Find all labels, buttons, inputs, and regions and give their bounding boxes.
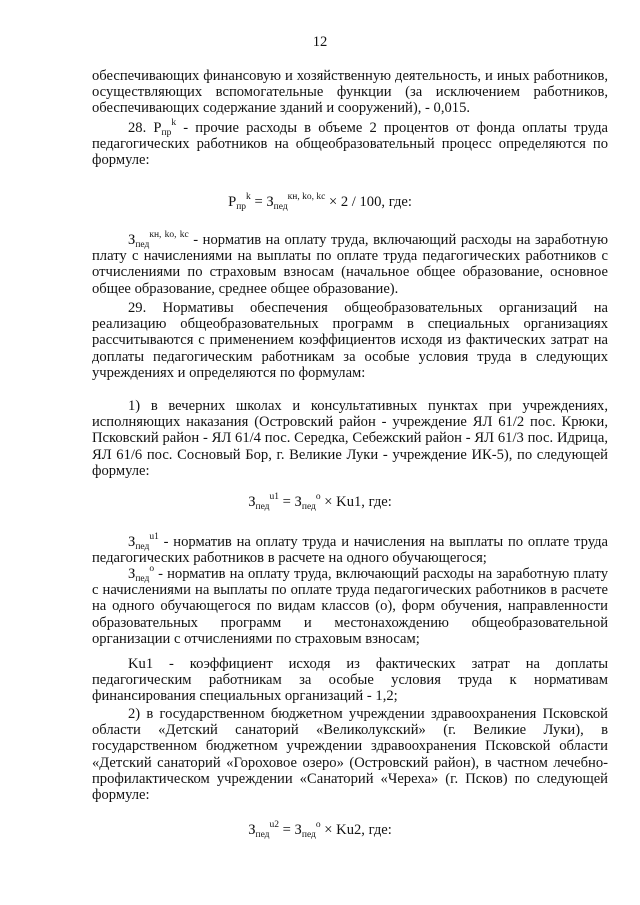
formula-superscript: k [171, 118, 177, 128]
definition-body: - норматив на оплату труда, включающий расходы на заработную плату с начислениями на выплаты по оплате труда педагогических работников с отчислениями по страховым взносам (начальное общее образование, основное общее образование, среднее общее образование). [92, 232, 608, 297]
definition-symbol: З [128, 534, 136, 550]
formula-lhs-sub: пед [255, 502, 270, 512]
definition-superscript: u1 [149, 532, 159, 542]
definition-4-text: Ku1 - коэффициент исходя из фактических затрат на доплаты педагогическим работникам за особые условия труда к нормативам финансирования специальных организаций - 1,2; [92, 656, 608, 705]
formula-equals: = [279, 494, 295, 510]
formula-1 [0, 194, 640, 210]
definition-body: - норматив на оплату труда, включающий расходы на заработную плату с начислениями на выплаты по оплате труда педагогических работников в расчете на одного обучающегося по видам классов (о), форм обучения, направленности образовательных программ и местонахождению общеобразовательной организации с отчислениями по страховым взносам; [92, 566, 608, 647]
formula-lhs-sup: u2 [269, 820, 280, 830]
definition-symbol: З [128, 566, 136, 582]
formula-rhs-sub: пед [301, 502, 316, 512]
definition-symbol: З [128, 232, 136, 248]
formula-rhs-sup: кн, ko, kc [287, 192, 326, 202]
formula-2 [0, 494, 640, 510]
formula-equals: = [250, 194, 267, 210]
list-item-2 [92, 706, 608, 803]
formula-rhs-sub: пед [301, 830, 316, 840]
clause-body: - прочие расходы в объеме 2 процентов от фонда оплаты труда педагогических работников на общеобразовательный процесс определяются по формуле: [92, 120, 608, 169]
formula-3 [0, 822, 640, 838]
definition-superscript: o [149, 564, 155, 574]
formula-rhs: З [294, 494, 302, 510]
definition-3 [92, 566, 608, 647]
definition-text [92, 566, 608, 647]
clause-28 [92, 120, 608, 169]
list-item-2-text: 2) в государственном бюджетном учреждении здравоохранения Псковской области «Детский санаторий «Великолукский» (г. Великие Луки), в государственном бюджетном учреждении здравоохранения Псковской области «Детский санаторий «Гороховое озеро» (Островский район), в частном лечебно-профилактическом учреждении «Санаторий «Череха» (г. Псков) по следующей формуле: [92, 706, 608, 804]
clause-29 [92, 300, 608, 381]
formula-subscript: пр [161, 128, 172, 138]
formula-rhs-sub: пед [273, 202, 288, 212]
definition-text [92, 534, 608, 566]
definition-body: - норматив на оплату труда и начисления на выплаты по оплате труда педагогических работников в расчете на одного обучающегося; [92, 534, 608, 567]
clause-number: 28. [128, 120, 154, 136]
formula-rhs-sup: o [315, 492, 321, 502]
formula-equals: = [279, 822, 295, 838]
definition-1 [92, 232, 608, 297]
clause-28-text [92, 120, 608, 169]
formula-tail: × Ku1, где: [320, 494, 392, 510]
definition-subscript: пед [135, 240, 150, 250]
definition-2 [92, 534, 608, 566]
formula-rhs-sup: o [315, 820, 321, 830]
definition-text [92, 232, 608, 297]
paragraph-continuation [92, 68, 608, 117]
list-item-1 [92, 398, 608, 479]
formula-rhs: З [266, 194, 274, 210]
formula-lhs: З [248, 494, 256, 510]
list-item-1-text: 1) в вечерних школах и консультативных пунктах при учреждениях, исполняющих наказания (Островский район - учреждение ЯЛ 61/2 пос. Крюки, Псковский район - ЯЛ 61/4 пос. Середка, Себежский район - ЯЛ 61/3 пос. Идрица, ЯЛ 61/6 пос. Сосновый Бор, г. Великие Луки - учреждение ИК-5), по следующей формуле: [92, 398, 608, 479]
formula-lhs: З [248, 822, 256, 838]
page-number: 12 [312, 34, 328, 50]
formula-lhs-sub: пр [236, 202, 247, 212]
definition-superscript: кн, ko, kc [149, 230, 189, 240]
formula-lhs-sub: пед [255, 830, 270, 840]
clause-29-text: 29. Нормативы обеспечения общеобразовательных организаций на реализацию общеобразовательных программ в специальных организациях рассчитываются с применением коэффициентов исходя из фактических затрат на доплаты педагогическим работникам за особые условия труда в следующих учреждениях и определяются по формулам: [92, 300, 608, 381]
formula-rhs: З [294, 822, 302, 838]
formula-tail: × 2 / 100, где: [325, 194, 412, 210]
paragraph-text: обеспечивающих финансовую и хозяйственную деятельность, и иных работников, осуществляющих вспомогательные функции (за исключением работников, обеспечивающих содержание зданий и сооружений), - 0,015. [92, 68, 608, 117]
definition-subscript: пед [135, 542, 150, 552]
formula-lhs: Р [228, 194, 237, 210]
formula-symbol: Р [153, 120, 162, 136]
definition-4 [92, 656, 608, 705]
definition-subscript: пед [135, 574, 150, 584]
formula-lhs-sup: u1 [269, 492, 280, 502]
formula-tail: × Ku2, где: [320, 822, 392, 838]
formula-lhs-sup: k [246, 192, 251, 202]
